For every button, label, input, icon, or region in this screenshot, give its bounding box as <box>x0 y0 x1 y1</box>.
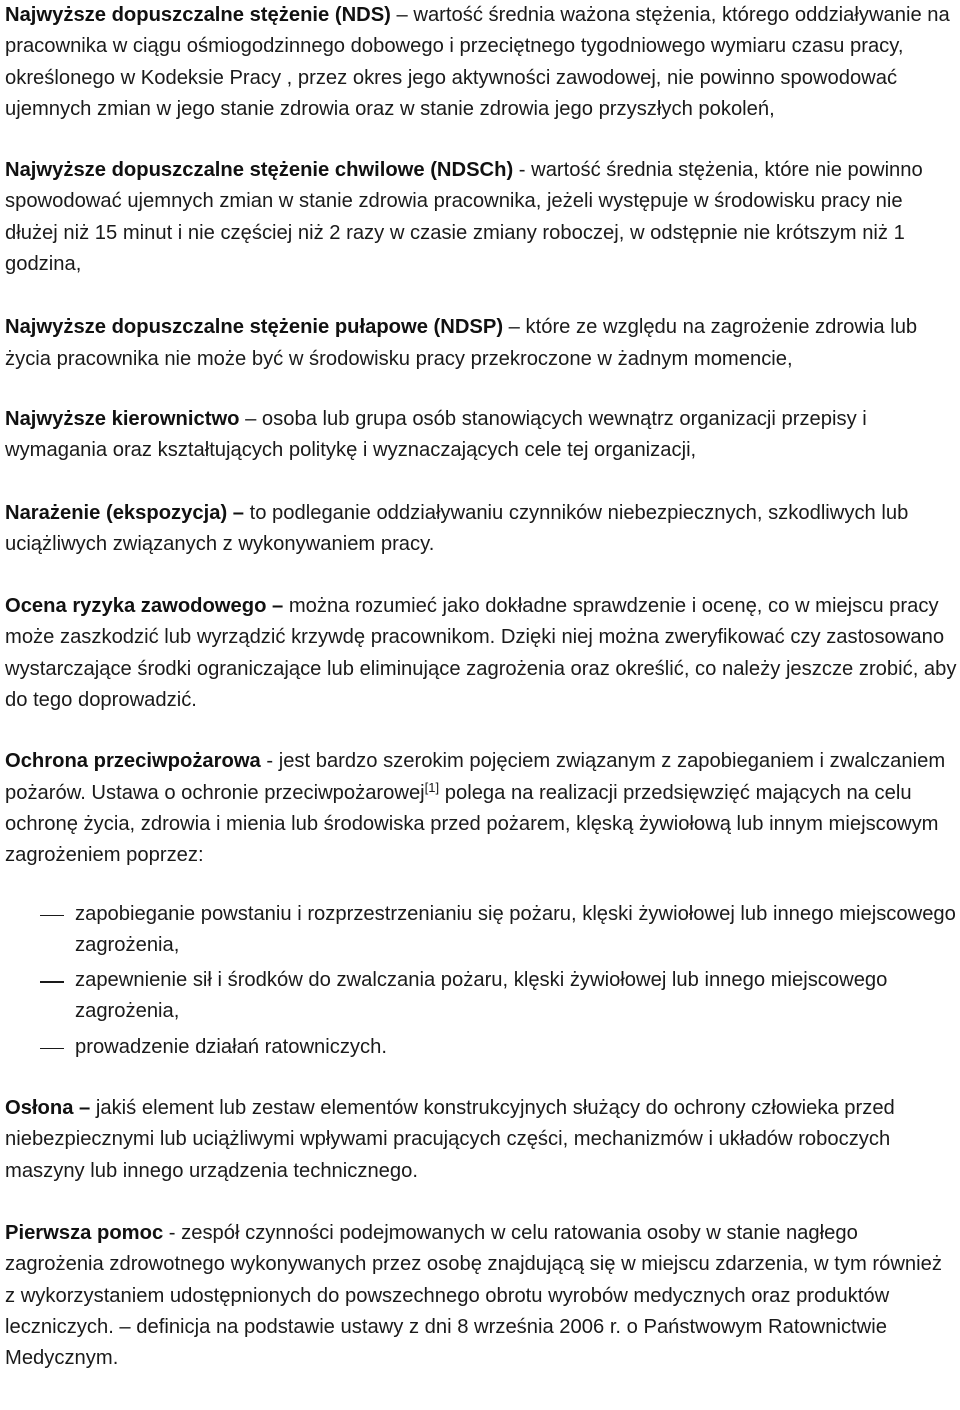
fire-protection-list <box>5 899 957 1063</box>
definition-top-management <box>5 404 957 467</box>
list-item <box>5 899 957 962</box>
term-ndsch: Najwyższe dopuszczalne stężenie chwilowe (NDSCh) <box>5 159 514 182</box>
definition-text-first-aid: - zespół czynności podejmowanych w celu ratowania osoby w stanie nagłego zagrożenia zdrowotnego wykonywanych przez osobę znajdującą się w miejscu zdarzenia, w tym również z wykorzystaniem udostępnionych do powszechnego obrotu wyrobów medycznych oraz produktów leczniczych. – definicja na podstawie ustawy z dni 8 września 2006 r. o Państwowym Ratownictwie Medycznym. <box>5 1221 942 1370</box>
term-ndsp: Najwyższe dopuszczalne stężenie pułapowe (NDSP) <box>5 316 504 339</box>
term-top-management: Najwyższe kierownictwo <box>5 407 240 430</box>
term-nds: Najwyższe dopuszczalne stężenie (NDS) <box>5 4 391 26</box>
definition-ndsch <box>5 155 957 280</box>
term-exposure: Narażenie (ekspozycja) – <box>5 501 244 524</box>
term-fire-protection: Ochrona przeciwpożarowa <box>5 750 261 773</box>
definition-text-risk-assessment: można rozumieć jako dokładne sprawdzenie i ocenę, co w miejscu pracy może zaszkodzić lub wyrządzić krzywdę pracownikom. Dzięki niej można zweryfikować czy zastosowano wystarczające środki ograniczające lub eliminujące zagrożenia oraz określić, co należy jeszcze zrobić, aby do tego doprowadzić. <box>5 595 957 712</box>
definition-text-ndsp: – które ze względu na zagrożenie zdrowia lub życia pracownika nie może być w środowisku pracy przekroczone w żadnym momencie, <box>5 316 918 370</box>
definition-text-ndsch: - wartość średnia stężenia, które nie powinno spowodować ujemnych zmian w stanie zdrowia pracownika, jeżeli występuje w środowisku pracy nie dłużej niż 15 minut i nie częściej niż 2 razy w czasie zmiany roboczej, w odstępnie nie krótszym niż 1 godzina, <box>5 159 923 276</box>
definition-text-top-management: – osoba lub grupa osób stanowiących wewnątrz organizacji przepisy i wymagania oraz kształtujących politykę i wyznaczających cele tej organizacji, <box>5 407 867 462</box>
document-page <box>5 0 957 1374</box>
definition-guard <box>5 1093 957 1187</box>
term-risk-assessment: Ocena ryzyka zawodowego – <box>5 595 284 618</box>
definition-risk-assessment <box>5 591 957 716</box>
definition-text-guard: jakiś element lub zestaw elementów konstrukcyjnych służący do ochrony człowieka przed niebezpiecznymi lub uciążliwymi wpływami pracujących części, mechanizmów i układów roboczych maszyny lub innego urządzenia technicznego. <box>5 1097 895 1182</box>
definition-nds <box>5 0 957 125</box>
list-item-text: zapewnienie sił i środków do zwalczania pożaru, klęski żywiołowej lub innego miejscowego zagrożenia, <box>75 969 888 1023</box>
list-item <box>5 1032 957 1063</box>
list-item <box>5 965 957 1028</box>
term-guard: Osłona – <box>5 1097 91 1120</box>
definition-first-aid <box>5 1218 957 1374</box>
term-first-aid: Pierwsza pomoc <box>5 1221 164 1244</box>
definition-text-nds: – wartość średnia ważona stężenia, którego oddziaływanie na pracownika w ciągu ośmiogodzinnego dobowego i przeciętnego tygodniowego wymiaru czasu pracy, określonego w Kodeksie Pracy , przez okres jego aktywności zawodowej, nie powinno spowodować ujemnych zmian w jego stanie zdrowia oraz w stanie zdrowia jego przyszłych pokoleń, <box>5 4 950 120</box>
definition-ndsp <box>5 312 957 375</box>
definition-text-fire-protection-part1: - jest bardzo szerokim pojęciem związanym z zapobieganiem i zwalczaniem pożarów. Ustawa o ochronie przeciwpożarowej <box>5 750 946 804</box>
definition-text-exposure: to podleganie oddziaływaniu czynników niebezpiecznych, szkodliwych lub uciążliwych związanych z wykonywaniem pracy. <box>5 501 909 555</box>
definition-exposure <box>5 498 957 561</box>
footnote-reference[interactable]: [1] <box>424 779 440 795</box>
list-item-text: zapobieganie powstaniu i rozprzestrzenianiu się pożaru, klęski żywiołowej lub innego miejscowego zagrożenia, <box>75 902 956 956</box>
definition-fire-protection <box>5 746 957 871</box>
definition-text-fire-protection-part2: polega na realizacji przedsięwzięć mających na celu ochronę życia, zdrowia i mienia lub środowiska przed pożarem, klęską żywiołową lub innym miejscowym zagrożeniem poprzez: <box>5 781 939 867</box>
list-item-text: prowadzenie działań ratowniczych. <box>75 1035 387 1058</box>
